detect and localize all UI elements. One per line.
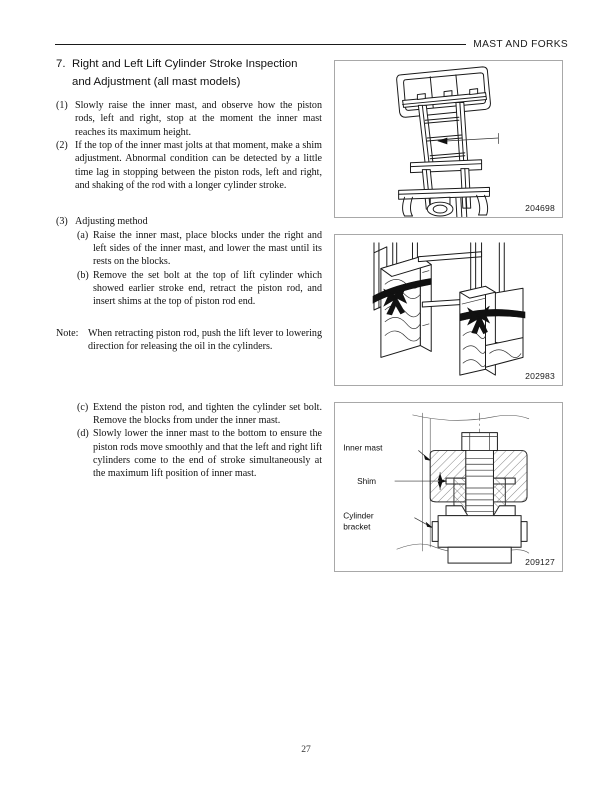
figure-number: 202983 xyxy=(521,370,558,382)
figure-1-artwork xyxy=(335,61,562,217)
substep-marker: (d) xyxy=(77,428,89,440)
header-rule xyxy=(55,44,466,45)
spacer xyxy=(56,309,322,327)
step-item xyxy=(56,215,322,228)
section-title xyxy=(72,56,322,91)
figure-blocks-under-mast xyxy=(334,234,563,386)
step-marker: (1) xyxy=(56,100,68,111)
text-column xyxy=(56,56,322,481)
spacer xyxy=(56,383,322,401)
figure-3-label-shim-text: Shim xyxy=(357,476,376,487)
figure-number: 204698 xyxy=(521,202,558,214)
substep-text: Remove the set bolt at the top of lift cylinder which showed earlier stroke end, retract the piston rod, and insert shims at the top of piston rod end. xyxy=(93,269,322,308)
figure-3-label-bracket-text: bracket xyxy=(343,521,371,532)
figure-3-label-cylinder-text: Cylinder xyxy=(343,510,374,521)
substep-text: Raise the inner mast, place blocks under the right and left sides of the inner mast, and lower the mast until its rests on the blocks. xyxy=(93,229,322,268)
spacer xyxy=(56,192,322,215)
step-item xyxy=(56,139,322,192)
figure-number: 209127 xyxy=(521,556,558,568)
note-marker: Note: xyxy=(56,327,79,339)
substep-item xyxy=(56,401,322,428)
spacer xyxy=(56,354,322,383)
section-title-line-2: and Adjustment (all mast models) xyxy=(72,75,241,88)
substep-marker: (c) xyxy=(77,401,89,413)
section-number: 7. xyxy=(56,58,66,70)
page-number: 27 xyxy=(301,744,311,755)
note-block xyxy=(56,327,322,354)
section-title-line-1: Right and Left Lift Cylinder Stroke Inspection xyxy=(72,58,298,70)
substep-text: Extend the piston rod, and tighten the cylinder set bolt. Remove the blocks from under the inner mast. xyxy=(93,401,322,426)
note-text: When retracting piston rod, push the lift lever to lowering direction for releasing the oil in the cylinders. xyxy=(88,327,322,353)
substep-marker: (b) xyxy=(77,269,89,281)
step-text: If the top of the inner mast jolts at that moment, make a shim adjustment. Abnormal condition can be detected by a little time lag in stopping between the piston rods, left and right, and shaking of the rod with a longer cylinder stroke. xyxy=(75,140,322,192)
figure-2-artwork xyxy=(335,235,562,385)
section-heading xyxy=(56,56,322,91)
step-text: Slowly raise the inner mast, and observe how the piston rods, left and right, stop at the moment the inner mast reaches its maximum height. xyxy=(75,100,322,138)
figure-3-artwork xyxy=(335,403,562,571)
header-title: MAST AND FORKS xyxy=(473,38,568,50)
substep-marker: (a) xyxy=(77,229,89,241)
figure-3-label-inner-mast-text: Inner mast xyxy=(343,442,383,453)
step-marker: (3) xyxy=(56,216,68,228)
page-header xyxy=(55,36,568,52)
figure-mast-assembly xyxy=(334,60,563,218)
step-text: Adjusting method xyxy=(75,216,148,228)
figure-shim-cross-section xyxy=(334,402,563,572)
substep-item xyxy=(56,229,322,269)
step-marker: (2) xyxy=(56,140,68,152)
substep-item xyxy=(56,269,322,309)
substep-item xyxy=(56,427,322,480)
substep-text: Slowly lower the inner mast to the bottom to ensure the piston rods move smoothly and that the left and right lift cylinders come to the end of stroke simultaneously at the maximum lift position of inner mast. xyxy=(93,428,322,480)
step-item xyxy=(56,99,322,139)
